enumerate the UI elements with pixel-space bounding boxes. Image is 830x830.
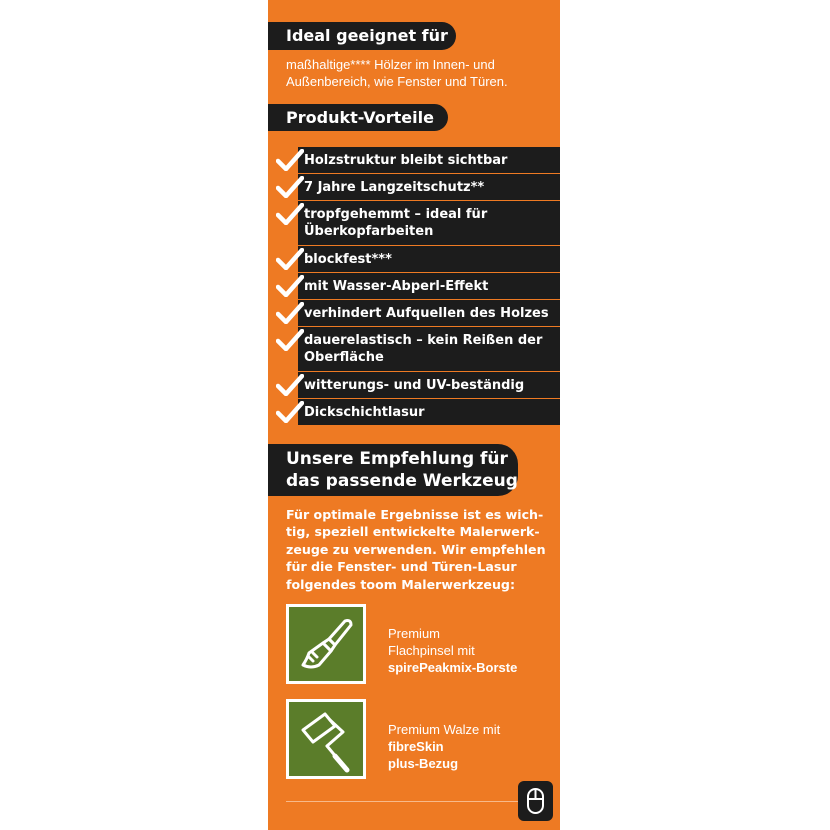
benefit-label: verhindert Aufquellen des Holzes bbox=[304, 306, 549, 321]
checkmark-icon bbox=[276, 401, 304, 423]
checkmark-icon bbox=[276, 374, 304, 396]
benefit-item bbox=[268, 327, 560, 372]
benefits-heading: Produkt-Vorteile bbox=[268, 104, 448, 131]
benefit-label: witterungs- und UV-beständig bbox=[304, 378, 525, 393]
paintbrush-line2: Flachpinsel mit bbox=[388, 643, 475, 658]
benefit-item bbox=[268, 399, 560, 426]
checkmark-icon bbox=[276, 176, 304, 198]
divider bbox=[286, 801, 536, 802]
paintbrush-tile bbox=[286, 604, 366, 684]
ideal-heading: Ideal geeignet für bbox=[268, 22, 456, 50]
recommendation-heading bbox=[268, 444, 518, 496]
roller-tile bbox=[286, 699, 366, 779]
benefit-item bbox=[268, 174, 560, 201]
scroll-badge[interactable] bbox=[518, 781, 553, 821]
recommendation-heading-line1: Unsere Empfehlung für bbox=[286, 449, 508, 469]
benefit-item bbox=[268, 300, 560, 327]
roller-line1: Premium Walze mit bbox=[388, 722, 501, 737]
benefit-label: 7 Jahre Langzeitschutz** bbox=[304, 180, 485, 195]
paint-roller-icon bbox=[289, 702, 363, 776]
mouse-icon bbox=[518, 781, 553, 821]
paintbrush-bristle: spirePeakmix-Borste bbox=[388, 660, 518, 675]
benefit-item bbox=[268, 246, 560, 273]
roller-description bbox=[388, 721, 558, 772]
benefit-label: Holzstruktur bleibt sichtbar bbox=[304, 153, 508, 168]
checkmark-icon bbox=[276, 302, 304, 324]
paintbrush-description bbox=[388, 625, 558, 676]
checkmark-icon bbox=[276, 203, 304, 225]
checkmark-icon bbox=[276, 329, 304, 351]
recommendation-text: Für optimale Ergebnisse ist es wich-tig, speziell entwickelte Malerwerk-zeuge zu verwenden. Wir empfehlen für die Fenster- und Türen-Lasur folgendes toom Malerwerkzeug: bbox=[286, 507, 546, 592]
benefit-item bbox=[268, 372, 560, 399]
benefit-label: Dickschichtlasur bbox=[304, 405, 425, 420]
roller-cover-1: fibreSkin bbox=[388, 739, 444, 754]
paintbrush-icon bbox=[289, 607, 363, 681]
roller-cover-2: plus-Bezug bbox=[388, 756, 459, 771]
benefit-item bbox=[268, 147, 560, 174]
benefit-item bbox=[268, 273, 560, 300]
benefit-label: blockfest*** bbox=[304, 252, 392, 267]
checkmark-icon bbox=[276, 248, 304, 270]
benefit-item bbox=[268, 201, 560, 246]
paintbrush-line1: Premium bbox=[388, 626, 441, 641]
benefit-label: tropfgehemmt – ideal für Überkopfarbeiten bbox=[304, 207, 488, 239]
checkmark-icon bbox=[276, 275, 304, 297]
benefit-label: mit Wasser-Abperl-Effekt bbox=[304, 279, 489, 294]
product-info-panel bbox=[268, 0, 560, 830]
benefits-list bbox=[268, 147, 560, 426]
ideal-description: maßhaltige**** Hölzer im Innen- und Außenbereich, wie Fenster und Türen. bbox=[286, 57, 508, 89]
checkmark-icon bbox=[276, 149, 304, 171]
benefit-label: dauerelastisch – kein Reißen der Oberfläche bbox=[304, 333, 543, 365]
recommendation-heading-line2: das passende Werkzeug bbox=[286, 471, 518, 491]
